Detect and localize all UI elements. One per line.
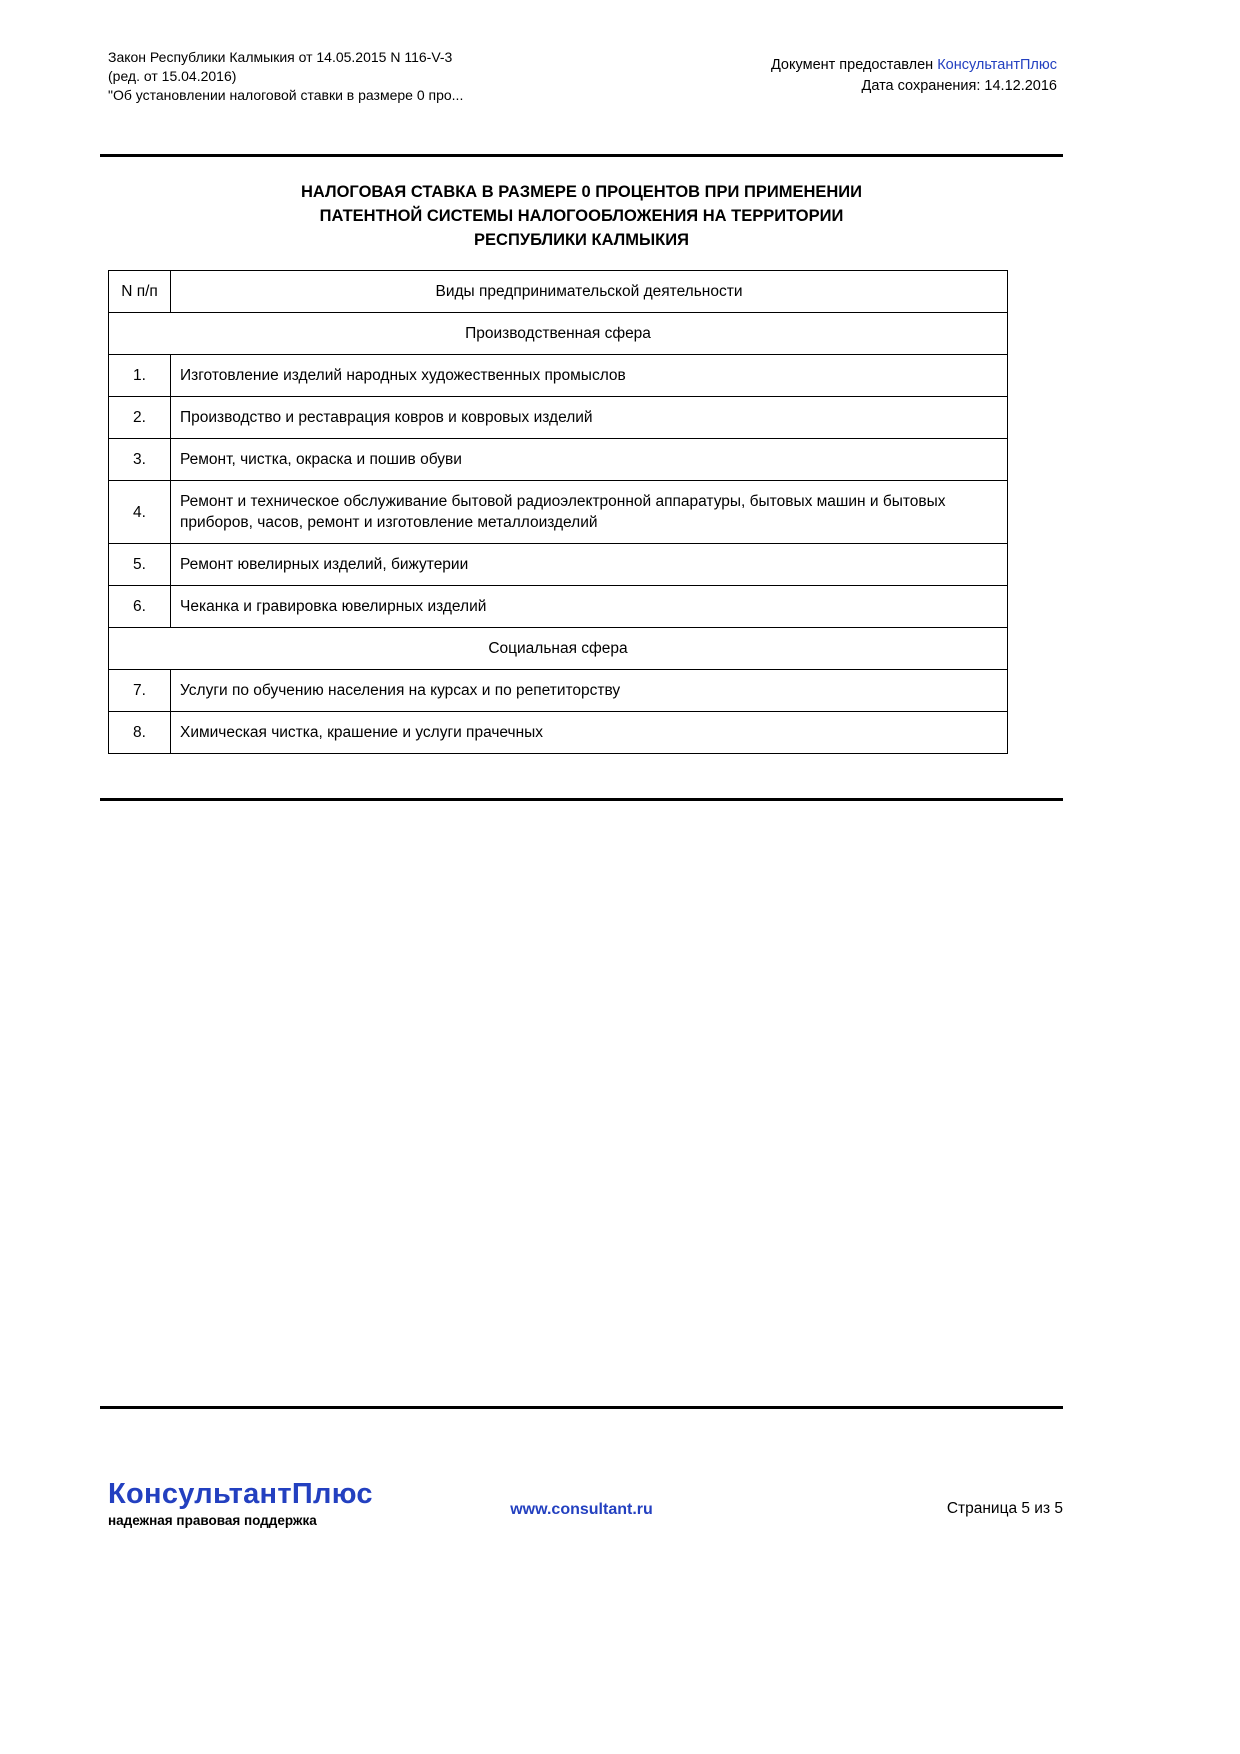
- row-number: 2.: [109, 397, 171, 439]
- provided-by-block: [100, 55, 1057, 97]
- website-link[interactable]: www.consultant.ru: [510, 1501, 653, 1518]
- title-line-3: РЕСПУБЛИКИ КАЛМЫКИЯ: [474, 231, 689, 249]
- table-row: [109, 355, 1008, 397]
- consultantplus-link[interactable]: КонсультантПлюс: [937, 57, 1057, 73]
- title-line-2: ПАТЕНТНОЙ СИСТЕМЫ НАЛОГООБЛОЖЕНИЯ НА ТЕРРИТОРИИ: [319, 207, 844, 225]
- provided-by-label: Документ предоставлен: [770, 57, 938, 73]
- logo-tagline: надежная правовая поддержка: [108, 1513, 317, 1528]
- activities-table: [108, 270, 1008, 754]
- table-header-row: [109, 271, 1008, 313]
- table-row: [109, 586, 1008, 628]
- logo-text: КонсультантПлюс: [108, 1478, 373, 1510]
- doc-title-line-2: (ред. от 15.04.2016): [108, 68, 237, 84]
- row-text: Производство и реставрация ковров и ковровых изделий: [171, 397, 1008, 439]
- section-production: Производственная сфера: [109, 313, 1008, 355]
- col-header-activities: Виды предпринимательской деятельности: [171, 271, 1008, 313]
- page-indicator: Страница 5 из 5: [946, 1500, 1063, 1517]
- row-number: 4.: [109, 481, 171, 544]
- row-number: 6.: [109, 586, 171, 628]
- provided-by-line: [100, 55, 1057, 76]
- row-text: Ремонт ювелирных изделий, бижутерии: [171, 544, 1008, 586]
- title-line-1: НАЛОГОВАЯ СТАВКА В РАЗМЕРЕ 0 ПРОЦЕНТОВ ПРИ ПРИМЕНЕНИИ: [300, 183, 863, 201]
- row-text: Ремонт и техническое обслуживание бытовой радиоэлектронной аппаратуры, бытовых машин и бытовых приборов, часов, ремонт и изготовление металлоизделий: [171, 481, 1008, 544]
- separator-bottom: [100, 1406, 1063, 1409]
- section-row: [109, 313, 1008, 355]
- table-row: [109, 481, 1008, 544]
- save-date: Дата сохранения: 14.12.2016: [861, 78, 1057, 94]
- row-number: 5.: [109, 544, 171, 586]
- row-text: Ремонт, чистка, окраска и пошив обуви: [171, 439, 1008, 481]
- doc-title-line-1: Закон Республики Калмыкия от 14.05.2015 N 116-V-3: [108, 49, 453, 65]
- row-number: 8.: [109, 712, 171, 754]
- page-title: [100, 180, 1063, 252]
- doc-title-line-3: "Об установлении налоговой ставки в размере 0 про...: [108, 87, 464, 103]
- row-number: 1.: [109, 355, 171, 397]
- table-row: [109, 397, 1008, 439]
- table-row: [109, 670, 1008, 712]
- separator-middle: [100, 798, 1063, 801]
- row-text: Чеканка и гравировка ювелирных изделий: [171, 586, 1008, 628]
- section-social: Социальная сфера: [109, 628, 1008, 670]
- separator-top: [100, 154, 1063, 157]
- row-text: Изготовление изделий народных художественных промыслов: [171, 355, 1008, 397]
- table-row: [109, 544, 1008, 586]
- table-row: [109, 712, 1008, 754]
- row-text: Услуги по обучению населения на курсах и по репетиторству: [171, 670, 1008, 712]
- row-number: 3.: [109, 439, 171, 481]
- section-row: [109, 628, 1008, 670]
- col-header-number: N п/п: [109, 271, 171, 313]
- table-row: [109, 439, 1008, 481]
- row-number: 7.: [109, 670, 171, 712]
- row-text: Химическая чистка, крашение и услуги прачечных: [171, 712, 1008, 754]
